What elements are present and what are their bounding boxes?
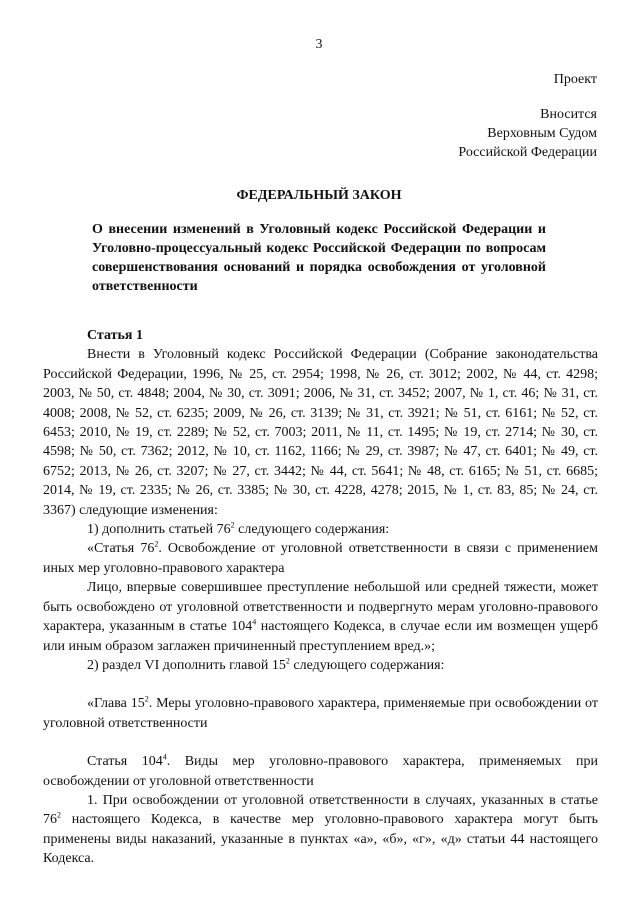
article-104-4-paragraph-1: 1. При освобождении от уголовной ответственности в случаях, указанных в статье $76^2$ настоящего Кодекса, в качестве мер уголовно-правового характера могут быть применены виды наказаний, указанные в пунктах «а», «б», «г», «д» статьи 44 настоящего Кодекса.: [43, 792, 598, 867]
article-104-4-heading: Статья $104^4$. Виды мер уголовно-правового характера, применяемых при освобождении от уголовной ответственности: [43, 752, 598, 789]
document-body: [43, 326, 598, 869]
item-1: 1) дополнить статьей $76^2$ следующего содержания:: [87, 520, 390, 538]
chapter-15-2-heading: «Глава $15^2$. Меры уголовно-правового характера, применяемые при освобождении от уголовной ответственности: [43, 694, 598, 731]
article-76-2-heading: «Статья $76^2$. Освобождение от уголовной ответственности в связи с применением иных мер уголовно-правового характера: [43, 539, 598, 576]
law-subject: О внесении изменений в Уголовный кодекс Российской Федерации и Уголовно-процессуальный кодекс Российской Федерации по вопросам совершенствования оснований и порядка освобождения от уголовной ответственности: [92, 222, 546, 294]
introduced-by: [458, 105, 597, 162]
article-76-2-text: Лицо, впервые совершившее преступление небольшой или средней тяжести, может быть освобождено от уголовной ответственности и подвергнуто мерам уголовно-правового характера, указанным в статье $104^4$ настоящего Кодекса, в случае если им возмещен ущерб или иным образом заглажен причиненный преступлением вред.»;: [43, 580, 599, 654]
introduced-line-3: Российской Федерации: [458, 145, 597, 160]
draft-status: Проект: [553, 72, 597, 87]
item-2: 2) раздел VI дополнить главой $15^2$ следующего содержания:: [87, 656, 445, 673]
article-1-heading: Статья 1: [87, 328, 143, 343]
article-1-intro: Внести в Уголовный кодекс Российской Федерации (Собрание законодательства Российской Федерации, 1996, № 25, ст. 2954; 1998, № 26, ст. 3012; 2002, № 44, ст. 4298; 2003, № 50, ст. 4848; 2004, № 30, ст. 3091; 2006, № 31, ст. 3452; 2007, № 1, ст. 46; № 31, ст. 4008; 2008, № 52, ст. 6235; 2009, № 26, ст. 3139; № 31, ст. 3921; № 51, ст. 6161; № 52, ст. 6453; 2010, № 19, ст. 2289; № 52, ст. 7003; 2011, № 11, ст. 1495; № 19, ст. 2714; № 30, ст. 4598; № 50, ст. 7362; 2012, № 10, ст. 1162, 1166; № 29, ст. 3987; № 47, ст. 6401; № 49, ст. 6752; 2013, № 26, ст. 3207; № 27, ст. 3442; № 44, ст. 5641; № 48, ст. 6165; № 51, ст. 6685; 2014, № 19, ст. 2335; № 26, ст. 3385; № 30, ст. 4228, 4278; 2015, № 1, ст. 83, 85; № 24, ст. 3367) следующие изменения:: [43, 347, 598, 518]
introduced-line-1: Вносится: [540, 107, 597, 122]
page-number: 3: [315, 37, 323, 52]
introduced-line-2: Верховным Судом: [487, 126, 597, 141]
law-title: ФЕДЕРАЛЬНЫЙ ЗАКОН: [236, 188, 402, 203]
